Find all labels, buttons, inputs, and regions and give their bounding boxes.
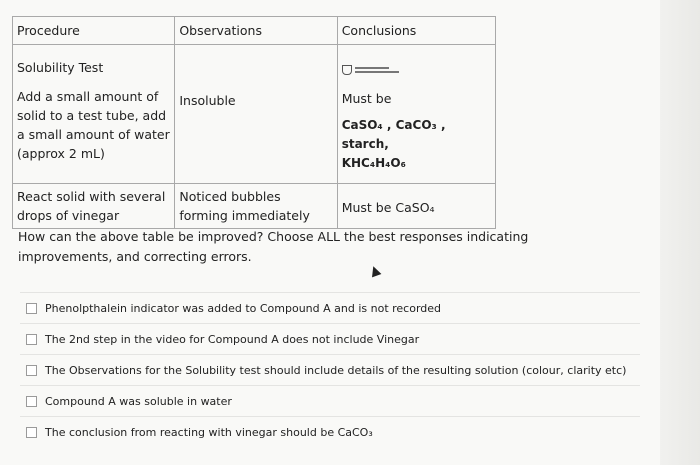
option-second-step[interactable] (20, 323, 640, 354)
checkbox[interactable] (26, 396, 37, 407)
checkbox[interactable] (26, 334, 37, 345)
checkbox[interactable] (26, 303, 37, 314)
table-header-row (13, 17, 496, 45)
solubility-steps: Add a small amount of solid to a test tube, add a small amount of water (approx 2 mL) (17, 89, 170, 161)
background-edge (660, 0, 700, 465)
solubility-title: Solubility Test (17, 60, 104, 75)
vinegar-observation: Noticed bubbles forming immediately (175, 184, 337, 229)
header-conclusions: Conclusions (337, 17, 495, 45)
option-label: The conclusion from reacting with vinegar should be CaCO₃ (45, 425, 373, 439)
option-label: Compound A was soluble in water (45, 394, 232, 408)
logo-wordmark (355, 67, 399, 73)
procedure-table (12, 16, 496, 229)
question-text: How can the above table be improved? Choose ALL the best responses indicating improvements, and correcting errors. (18, 229, 529, 264)
header-observations: Observations (175, 17, 337, 45)
answer-options (20, 292, 640, 447)
option-label: The Observations for the Solubility test should include details of the resulting solution (colour, clarity etc) (45, 363, 627, 377)
checkbox[interactable] (26, 427, 37, 438)
option-label: Phenolpthalein indicator was added to Compound A and is not recorded (45, 301, 442, 315)
must-be-label: Must be (341, 91, 392, 106)
solubility-observation: Insoluble (175, 45, 337, 184)
compounds-line-2: KHC₄H₄O₆ (341, 156, 406, 170)
option-label: The 2nd step in the video for Compound A does not include Vinegar (45, 332, 420, 346)
option-vinegar-conclusion[interactable] (20, 416, 640, 447)
university-logo (342, 65, 491, 75)
option-phenolphthalein[interactable] (20, 292, 640, 323)
checkbox[interactable] (26, 365, 37, 376)
compounds-line-1: CaSO₄ , CaCO₃ , starch, (341, 118, 446, 151)
option-soluble-in-water[interactable] (20, 385, 640, 416)
option-observation-details[interactable] (20, 354, 640, 385)
table-row-solubility (13, 45, 496, 184)
vinegar-procedure: React solid with several drops of vinegar (13, 184, 175, 229)
header-procedure: Procedure (13, 17, 175, 45)
table-row-vinegar (13, 184, 496, 229)
solubility-procedure-cell (13, 45, 175, 184)
vinegar-conclusion: Must be CaSO₄ (337, 184, 495, 229)
shield-icon (342, 65, 352, 75)
solubility-conclusion-cell (337, 45, 495, 184)
